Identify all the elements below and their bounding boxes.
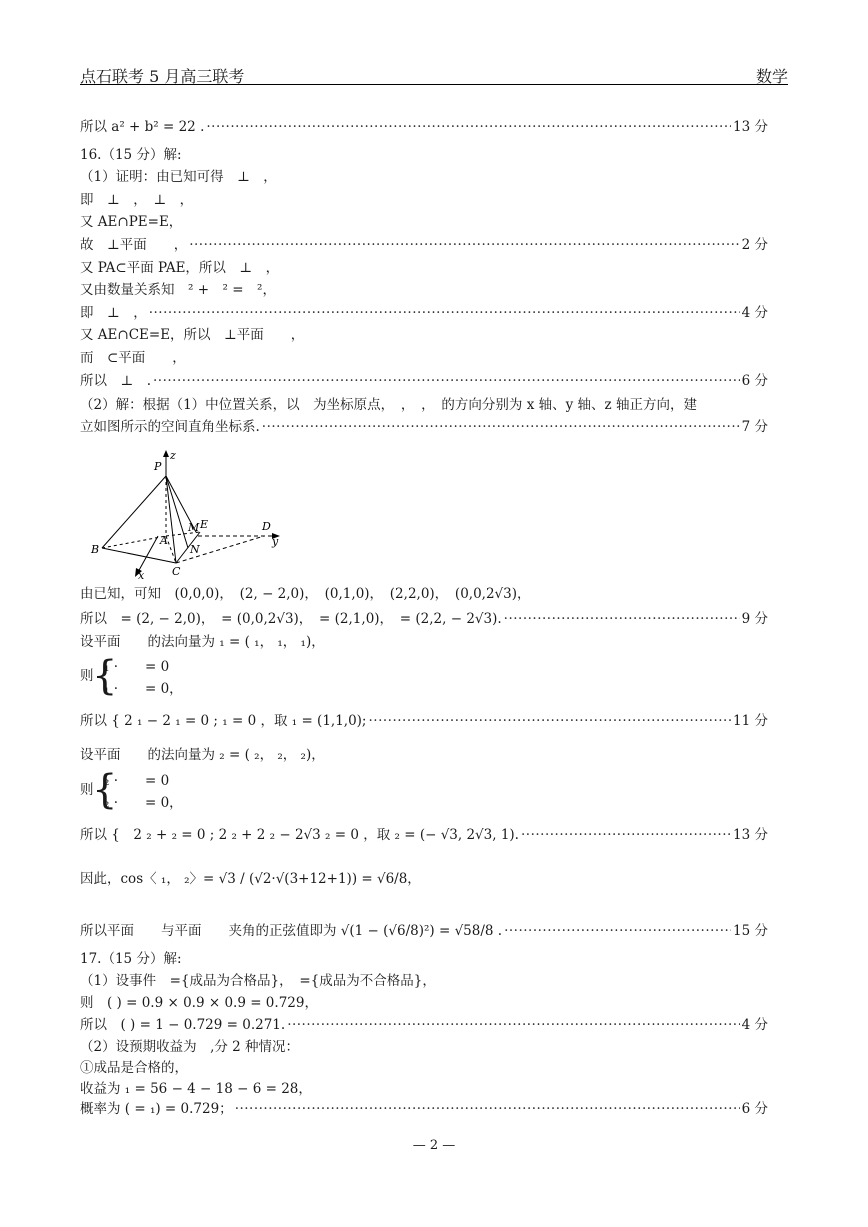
- label-A: A: [160, 534, 168, 547]
- dot-leader: [504, 610, 740, 628]
- score-label: 9 分: [741, 611, 768, 627]
- line-text: 又 AE∩CE=E，所以 ⊥平面 ，: [80, 327, 305, 343]
- header-rule: [80, 84, 788, 85]
- line-text: 所以 a² + b² = 22 .: [80, 119, 205, 135]
- line-text: （1）证明：由已知可得 ⊥ ，: [80, 169, 277, 185]
- score-label: 4 分: [741, 1017, 768, 1033]
- text-line: [80, 1038, 299, 1056]
- line-text: （2）解：根据（1）中位置关系，以 为坐标原点， ， ， 的方向分别为 x 轴、y 轴、z 轴正方向，建: [80, 397, 697, 413]
- text-line: [80, 326, 304, 344]
- text-line: [80, 712, 768, 730]
- dot-leader: [206, 118, 731, 136]
- line-text: 又由数量关系知 ² + ² = ²，: [80, 282, 276, 298]
- text-line: [80, 950, 182, 968]
- text-line: [80, 585, 531, 603]
- text-line: [80, 826, 768, 844]
- dot-leader: [189, 236, 739, 254]
- line-text: ①成品是合格的，: [80, 1060, 188, 1076]
- line-text: 则 ( ) = 0.9 × 0.9 × 0.9 = 0.729，: [80, 995, 318, 1011]
- system-prefix: 则: [80, 668, 94, 684]
- line-text: 收益为 ₁ = 56 − 4 − 18 − 6 = 28，: [80, 1081, 312, 1097]
- brace-symbol: {: [92, 767, 118, 813]
- dot-leader: [153, 372, 740, 390]
- x-axis: [138, 536, 158, 572]
- edge-BC: [102, 548, 176, 563]
- text-line: [80, 633, 325, 651]
- text-line: [80, 259, 279, 277]
- dot-leader: [504, 922, 731, 940]
- system-row: ₁ · = 0，: [104, 681, 183, 697]
- text-line: [80, 168, 277, 186]
- line-text: 故 ⊥平面 ，: [80, 237, 188, 253]
- line-text: 又 AE∩PE=E，: [80, 214, 183, 230]
- text-line: [80, 146, 182, 164]
- line-text: 设平面 的法向量为 ₁ = ( ₁， ₁， ₁)，: [80, 634, 325, 650]
- line-text: 而 ⊂平面 ，: [80, 350, 186, 366]
- text-line: [80, 1059, 188, 1077]
- score-label: 13 分: [733, 827, 768, 843]
- text-line: [80, 746, 325, 764]
- header-title: 点石联考 5 月高三联考: [80, 67, 245, 86]
- score-label: 6 分: [741, 373, 768, 389]
- dot-leader: [149, 304, 740, 322]
- text-line: [80, 418, 768, 436]
- line-text: 即 ⊥ ， ⊥ ，: [80, 192, 194, 208]
- line-text: 设平面 的法向量为 ₂ = ( ₂， ₂， ₂)，: [80, 747, 325, 763]
- header-subject: 数学: [755, 67, 788, 86]
- text-line: [80, 396, 697, 414]
- label-E: E: [200, 518, 209, 531]
- text-line: [80, 236, 768, 254]
- page-number: — 2 —: [412, 1138, 456, 1153]
- text-line: [80, 191, 193, 209]
- text-line: [80, 372, 768, 390]
- text-line: [80, 1100, 768, 1118]
- edge-PB: [102, 476, 166, 548]
- label-C: C: [172, 565, 181, 578]
- dot-leader: [262, 418, 740, 436]
- line-text: 立如图所示的空间直角坐标系.: [80, 419, 260, 435]
- line-text: 17.（15 分）解:: [80, 951, 182, 967]
- text-line: [80, 870, 421, 888]
- line-text: 16.（15 分）解:: [80, 147, 182, 163]
- text-line: [80, 118, 768, 136]
- label-y: y: [272, 535, 279, 548]
- brace-symbol: {: [92, 653, 118, 699]
- edge-PN: [166, 476, 188, 548]
- label-B: B: [91, 543, 100, 556]
- text-line: [80, 1080, 312, 1098]
- line-text: （2）设预期收益为 ,分 2 种情况：: [80, 1039, 300, 1055]
- dot-leader: [287, 1016, 739, 1034]
- text-line: [80, 610, 768, 628]
- line-text: 概率为 ( = ₁) = 0.729；: [80, 1101, 233, 1117]
- z-axis-arrow: [163, 450, 169, 457]
- text-line: [80, 994, 318, 1012]
- score-label: 7 分: [741, 419, 768, 435]
- line-text: 所以 ( ) = 1 − 0.729 = 0.271.: [80, 1017, 286, 1033]
- label-D: D: [262, 520, 271, 533]
- text-line: [80, 213, 182, 231]
- score-label: 4 分: [741, 305, 768, 321]
- text-line: [80, 972, 436, 990]
- text-line: [80, 304, 768, 322]
- dot-leader: [368, 712, 731, 730]
- label-P: P: [154, 460, 162, 473]
- score-label: 2 分: [741, 237, 768, 253]
- text-line: [80, 922, 768, 940]
- dot-leader: [521, 826, 731, 844]
- score-label: 6 分: [741, 1101, 768, 1117]
- line-text: 所以 ⊥ .: [80, 373, 151, 389]
- system-prefix: 则: [80, 782, 94, 798]
- label-N: N: [190, 543, 200, 556]
- text-line: [80, 349, 186, 367]
- score-label: 13 分: [733, 119, 768, 135]
- system-row: ₂ · = 0，: [104, 795, 183, 811]
- text-line: [80, 281, 276, 299]
- line-text: 所以平面 与平面 夹角的正弦值即为 √(1 − (√6/8)²) = √58/8 .: [80, 923, 503, 939]
- label-x: x: [138, 569, 145, 582]
- line-text: （1）设事件 ={成品为合格品}， ={成品为不合格品}，: [80, 973, 436, 989]
- line-text: 因此，cos〈 ₁， ₂〉= √3 / (√2·√(3+12+1)) = √6/8，: [80, 871, 421, 887]
- label-M: M: [188, 521, 200, 534]
- text-line: [80, 1016, 768, 1034]
- line-text: 所以 { 2 ₂ + ₂ = 0 ; 2 ₂ + 2 ₂ − 2√3 ₂ = 0 ，取 ₂ = (− √3, 2√3, 1).: [80, 827, 519, 843]
- line-text: 又 PA⊂平面 PAE，所以 ⊥ ，: [80, 260, 280, 276]
- label-z: z: [170, 449, 176, 462]
- pyramid-figure: [88, 448, 298, 583]
- dot-leader: [235, 1100, 740, 1118]
- line-text: 由已知，可知 (0,0,0)， (2, − 2,0)， (0,1,0)， (2,2,0)， (0,0,2√3)，: [80, 586, 531, 602]
- line-text: 即 ⊥ ，: [80, 305, 147, 321]
- system-row: ₂ · = 0: [104, 773, 170, 789]
- system-row: ₁ · = 0: [104, 659, 170, 675]
- line-text: 所以 = (2, − 2,0)， = (0,0,2√3)， = (2,1,0)， = (2,2, − 2√3).: [80, 611, 502, 627]
- score-label: 15 分: [733, 923, 768, 939]
- score-label: 11 分: [733, 713, 768, 729]
- line-text: 所以 { 2 ₁ − 2 ₁ = 0 ; ₁ = 0 ，取 ₁ = (1,1,0);: [80, 713, 367, 729]
